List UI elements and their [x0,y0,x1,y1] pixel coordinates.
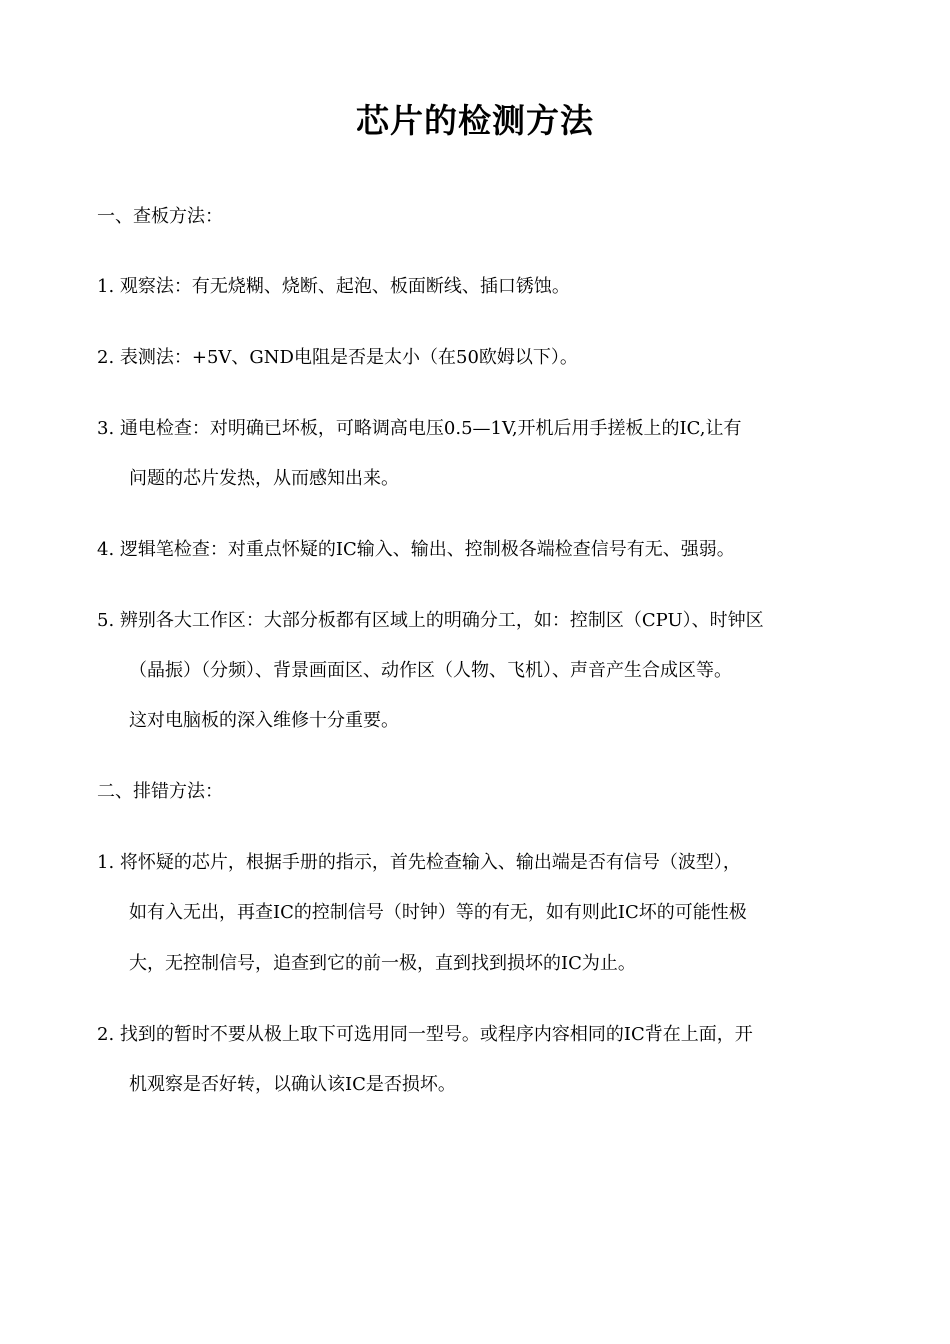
section2-item-2-cont: 机观察是否好转，以确认该IC是否损坏。 [129,1074,456,1095]
section1-item-1: 1. 观察法：有无烧糊、烧断、起泡、板面断线、插口锈蚀。 [97,276,570,297]
section1-item-3: 3. 通电检查：对明确已坏板，可略调高电压0.5—1V,开机后用手搓板上的IC,让有 [97,418,742,439]
section1-heading: 一、查板方法： [97,206,223,227]
section2-item-1-cont-1: 如有入无出，再查IC的控制信号（时钟）等的有无，如有则此IC坏的可能性极 [129,902,747,923]
section1-item-5: 5. 辨别各大工作区：大部分板都有区域上的明确分工，如：控制区（CPU）、时钟区 [97,610,764,631]
section2-item-1: 1. 将怀疑的芯片，根据手册的指示，首先检查输入、输出端是否有信号（波型）， [97,852,741,873]
section1-item-2: 2. 表测法：+5V、GND电阻是否是太小（在50欧姆以下）。 [97,347,578,368]
section1-item-3-cont: 问题的芯片发热，从而感知出来。 [129,468,399,489]
section2-item-1-cont-2: 大，无控制信号，追查到它的前一极，直到找到损坏的IC为止。 [129,953,636,974]
section2-item-2: 2. 找到的暂时不要从极上取下可选用同一型号。或程序内容相同的IC背在上面，开 [97,1024,753,1045]
section1-item-5-cont-1: （晶振）（分频）、背景画面区、动作区（人物、飞机）、声音产生合成区等。 [129,660,732,681]
page-title: 芯片的检测方法 [356,101,594,140]
section2-heading: 二、排错方法： [97,781,223,802]
section1-item-5-cont-2: 这对电脑板的深入维修十分重要。 [129,710,399,731]
section1-item-4: 4. 逻辑笔检查：对重点怀疑的IC输入、输出、控制极各端检查信号有无、强弱。 [97,539,735,560]
